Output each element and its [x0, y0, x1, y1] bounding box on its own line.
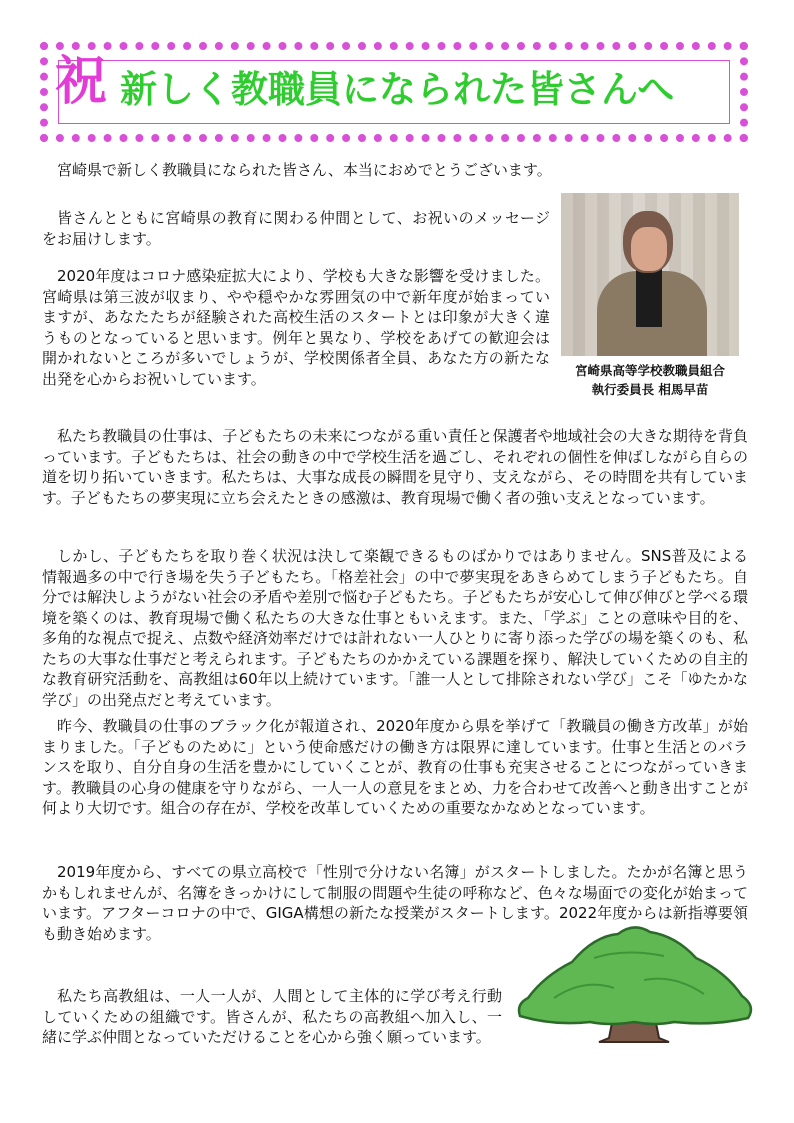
paragraph-2020: 2020年度はコロナ感染症拡大により、学校も大きな影響を受けました。宮崎県は第三波が収まり、やや穏やかな雰囲気の中で新年度が始まっていますが、あなたたちが経験された高校生活のスタートとは印象が大きく違うものとなっていると思います。例年と異なり、学校をあげての歓迎会は開かれないところが多いでしょうが、学校関係者全員、あなた方の新たな出発を心からお祝いしています。 — [42, 267, 550, 388]
photo-caption — [556, 361, 744, 399]
paragraph-union: 私たち高教組は、一人一人が、人間として主体的に学び考え行動していくための組織です。皆さんが、私たちの高教組へ加入し、一緒に学ぶ仲間となっていただけることを心から強く願っています。 — [42, 987, 502, 1046]
paragraph-situation: しかし、子どもたちを取り巻く状況は決して楽観できるものばかりではありません。SNS普及による情報過多の中で行き場を失う子どもたち。「格差社会」の中で夢実現をあきらめてしまう子どもたち。自分では解決しようがない社会の矛盾や差別で悩む子どもたち。子どもたちが安心して伸び伸びと学べる環境を築くのは、教育現場で働く私たちの大きな仕事ともいえます。また、「学ぶ」ことの意味や目的を、多角的な視点で捉え、点数や経済効率だけでは計れない一人ひとりに寄り添った学びの場を築くのも、私たちの大事な仕事だと考えられます。子どもたちのかかえている課題を探り、解決していくための自主的な教育研究活動を、高教組は60年以上続けています。「誰一人として排除されない学び」こそ「ゆたかな学び」の出発点だと考えています。 — [42, 547, 748, 709]
caption-org: 宮崎県高等学校教職員組合 — [574, 363, 725, 378]
page-title: 新しく教職員になられた皆さんへ — [120, 68, 675, 111]
chairperson-photo — [561, 193, 739, 356]
paragraph-greeting: 宮崎県で新しく教職員になられた皆さん、本当におめでとうございます。 — [57, 161, 552, 179]
paragraph-work: 私たち教職員の仕事は、子どもたちの未来につながる重い責任と保護者や地域社会の大きな期待を背負っています。子どもたちは、社会の動きの中で学校生活を過ごし、それぞれの個性を伸ばしながら自らの道を切り拓いていきます。私たちは、大事な成長の瞬間を見守り、支えながら、その時間を共有しています。子どもたちの夢実現に立ち会えたときの感激は、教育現場で働く者の強い支えとなっています。 — [42, 427, 748, 507]
title-kanji: 祝 — [55, 52, 108, 112]
tree-illustration — [514, 918, 756, 1044]
paragraph-intro: 皆さんとともに宮崎県の教育に関わる仲間として、お祝いのメッセージをお届けします。 — [42, 209, 550, 248]
caption-name: 執行委員長 相馬早苗 — [591, 382, 709, 397]
paragraph-roster: 2019年度から、すべての県立高校で「性別で分けない名簿」がスタートしました。たかが名簿と思うかもしれませんが、名簿をきっかけにして制服の問題や生徒の呼称など、色々な場面での変化が始まっています。アフターコロナの中で、GIGA構想の新たな授業がスタートします。2022年度からは新指導要領も動き始めます。 — [42, 863, 748, 943]
paragraph-work-style: 昨今、教職員の仕事のブラック化が報道され、2020年度から県を挙げて「教職員の働き方改革」が始まりました。「子どものために」という使命感だけの働き方は限界に達しています。仕事と生活とのバランスを取り、自分自身の生活を豊かにしていくことが、教育の仕事も充実させることにつながっていきます。教職員の心身の健康を守りながら、一人一人の意見をまとめ、力を合わせて改善へと動き出すことが何より大切です。組合の存在が、学校を改革していくための重要なかなめとなっています。 — [42, 717, 748, 817]
